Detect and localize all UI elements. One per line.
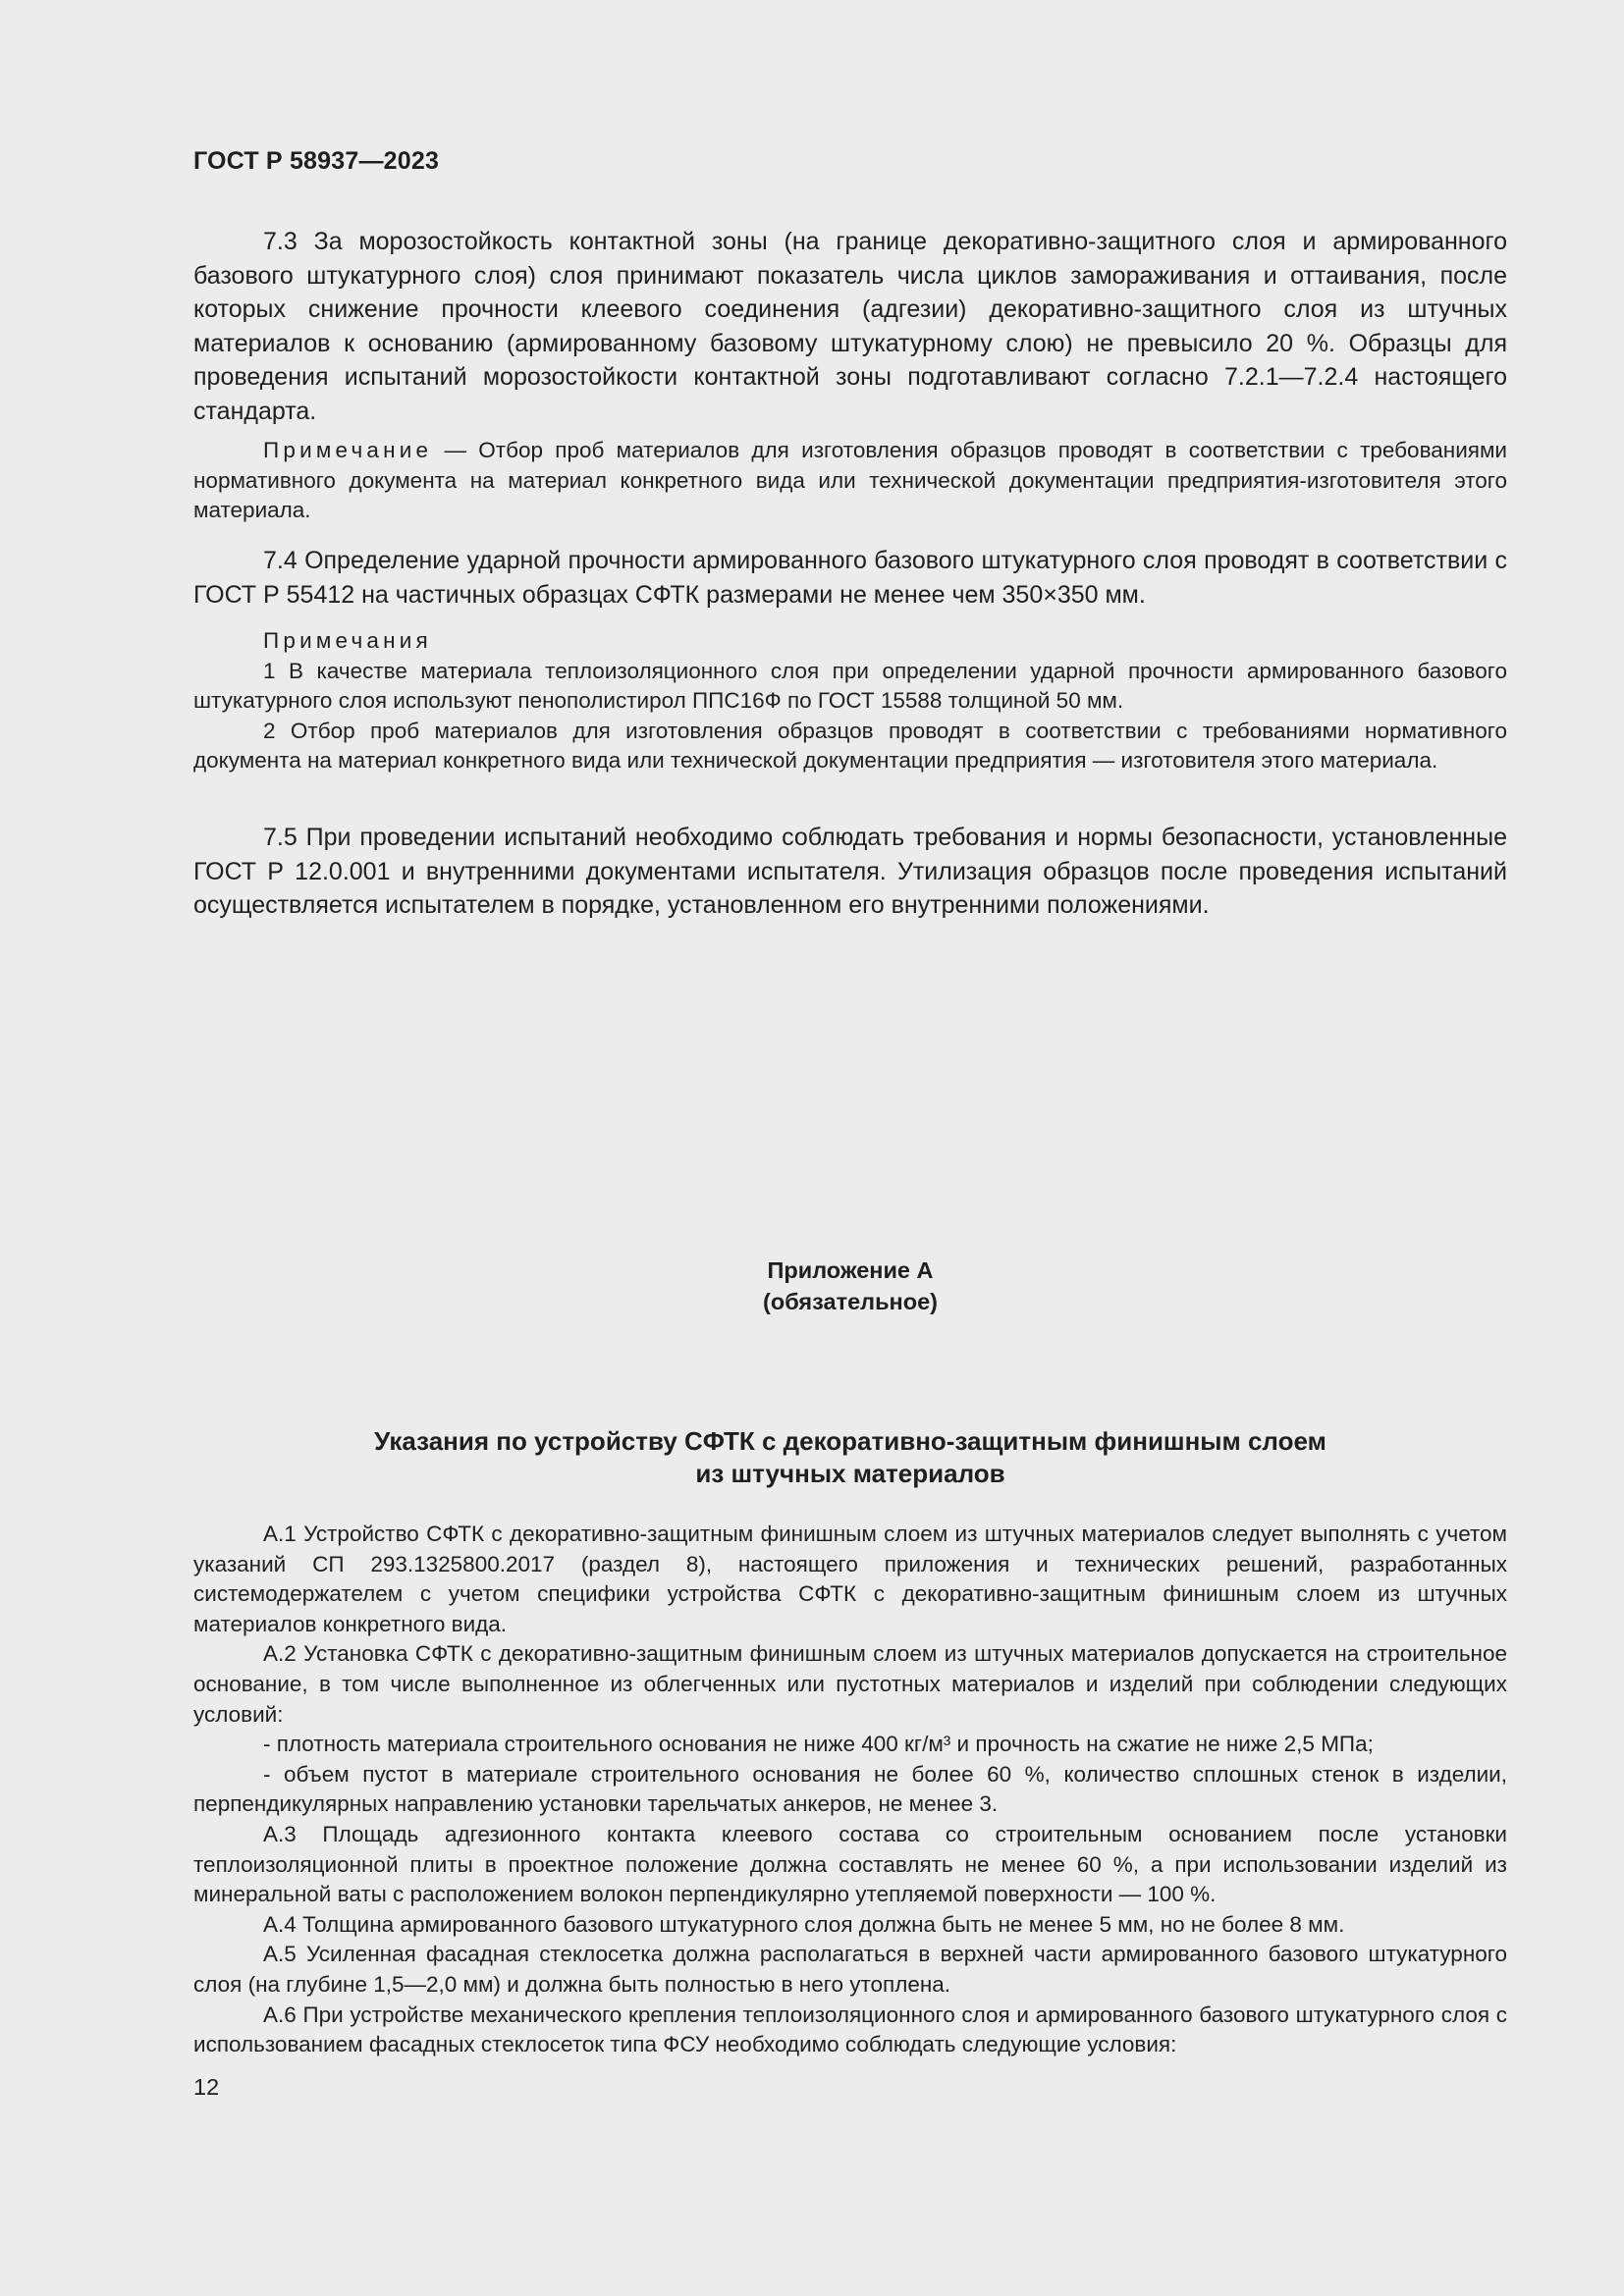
clause-7-3 bbox=[193, 225, 1507, 428]
note-text: — Отбор проб материалов для изготовления образцов проводят в соответствии с требованиями нормативного документа на материал конкретного вида или технической документации предприятия-изготовителя этого материала. bbox=[193, 438, 1507, 522]
clause-7-5-text: 7.5 При проведении испытаний необходимо соблюдать требования и нормы безопасности, установленные ГОСТ Р 12.0.001 и внутренними документами испытателя. Утилизация образцов после проведения испытаний осуществляется испытателем в порядке, установленном его внутренними положениями. bbox=[193, 824, 1507, 919]
clause-a-3: А.3 Площадь адгезионного контакта клеевого состава со строительным основанием после установки теплоизоляционной плиты в проектное положение должна составлять не менее 60 %, а при использовании изделий из минеральной ваты с расположением волокон перпендикулярно утепляемой поверхности — 100 %. bbox=[193, 1821, 1507, 1907]
notes-7-4 bbox=[193, 626, 1507, 776]
appendix-title-line2: из штучных материалов bbox=[695, 1459, 1005, 1488]
notes-label-line bbox=[193, 626, 1507, 657]
page-number: 12 bbox=[193, 2074, 220, 2100]
notes-label: Примечания bbox=[263, 628, 432, 653]
note-label: Примечание bbox=[263, 438, 433, 462]
appendix-title bbox=[193, 1425, 1507, 1490]
clause-a-6: А.6 При устройстве механического крепления теплоизоляционного слоя и армированного базового штукатурного слоя с использованием фасадных стеклосеток типа ФСУ необходимо соблюдать следующие условия: bbox=[193, 2002, 1507, 2057]
clause-a-4: А.4 Толщина армированного базового штукатурного слоя должна быть не менее 5 мм, но не более 8 мм. bbox=[263, 1911, 1345, 1937]
appendix-label: Приложение А bbox=[767, 1257, 934, 1283]
appendix-heading bbox=[193, 1255, 1507, 1317]
note-7-4-2: 2 Отбор проб материалов для изготовления образцов проводят в соответствии с требованиями нормативного документа на материал конкретного вида или технической документации предприятия — изготовителя этого материала. bbox=[193, 718, 1507, 773]
clause-7-5 bbox=[193, 821, 1507, 923]
note-7-4-1: 1 В качестве материала теплоизоляционного слоя при определении ударной прочности армированного базового штукатурного слоя используют пенополистирол ППС16Ф по ГОСТ 15588 толщиной 50 мм. bbox=[193, 658, 1507, 713]
appendix-body bbox=[193, 1520, 1507, 2060]
appendix-status: (обязательное) bbox=[763, 1289, 938, 1314]
document-code-header: ГОСТ Р 58937—2023 bbox=[193, 147, 440, 175]
clause-a-2: А.2 Установка СФТК с декоративно-защитным финишным слоем из штучных материалов допускается на строительное основание, в том числе выполненное из облегченных или пустотных материалов и изделий при соблюдении следующих условий: bbox=[193, 1641, 1507, 1727]
clause-a-2-item-2: - объем пустот в материале строительного основания не более 60 %, количество сплошных стенок в изделии, перпендикулярных направлению установки тарельчатых анкеров, не менее 3. bbox=[193, 1761, 1507, 1817]
clause-a-1: А.1 Устройство СФТК с декоративно-защитным финишным слоем из штучных материалов следует выполнять с учетом указаний СП 293.1325800.2017 (раздел 8), настоящего приложения и технических решений, разработанных системодержателем с учетом специфики устройства СФТК с декоративно-защитным финишным слоем из штучных материалов конкретного вида. bbox=[193, 1522, 1507, 1636]
clause-a-5: А.5 Усиленная фасадная стеклосетка должна располагаться в верхней части армированного базового штукатурного слоя (на глубине 1,5—2,0 мм) и должна быть полностью в него утоплена. bbox=[193, 1942, 1507, 1997]
note-7-3-paragraph bbox=[193, 436, 1507, 526]
appendix-title-line1: Указания по устройству СФТК с декоративно-защитным финишным слоем bbox=[374, 1426, 1326, 1456]
note-7-3 bbox=[193, 436, 1507, 526]
clause-a-2-item-1: - плотность материала строительного основания не ниже 400 кг/м³ и прочность на сжатие не ниже 2,5 МПа; bbox=[263, 1732, 1374, 1757]
clause-7-3-text: 7.3 За морозостойкость контактной зоны (на границе декоративно-защитного слоя и армированного базового штукатурного слоя) слоя принимают показатель числа циклов замораживания и оттаивания, после которых снижение прочности клеевого соединения (адгезии) декоративно-защитного слоя из штучных материалов к основанию (армированному базовому штукатурному слою) не превысило 20 %. Образцы для проведения испытаний морозостойкости контактной зоны подготавливают согласно 7.2.1—7.2.4 настоящего стандарта. bbox=[193, 228, 1507, 425]
clause-7-4-text: 7.4 Определение ударной прочности армированного базового штукатурного слоя проводят в соответствии с ГОСТ Р 55412 на частичных образцах СФТК размерами не менее чем 350×350 мм. bbox=[193, 547, 1507, 609]
clause-7-4 bbox=[193, 544, 1507, 612]
